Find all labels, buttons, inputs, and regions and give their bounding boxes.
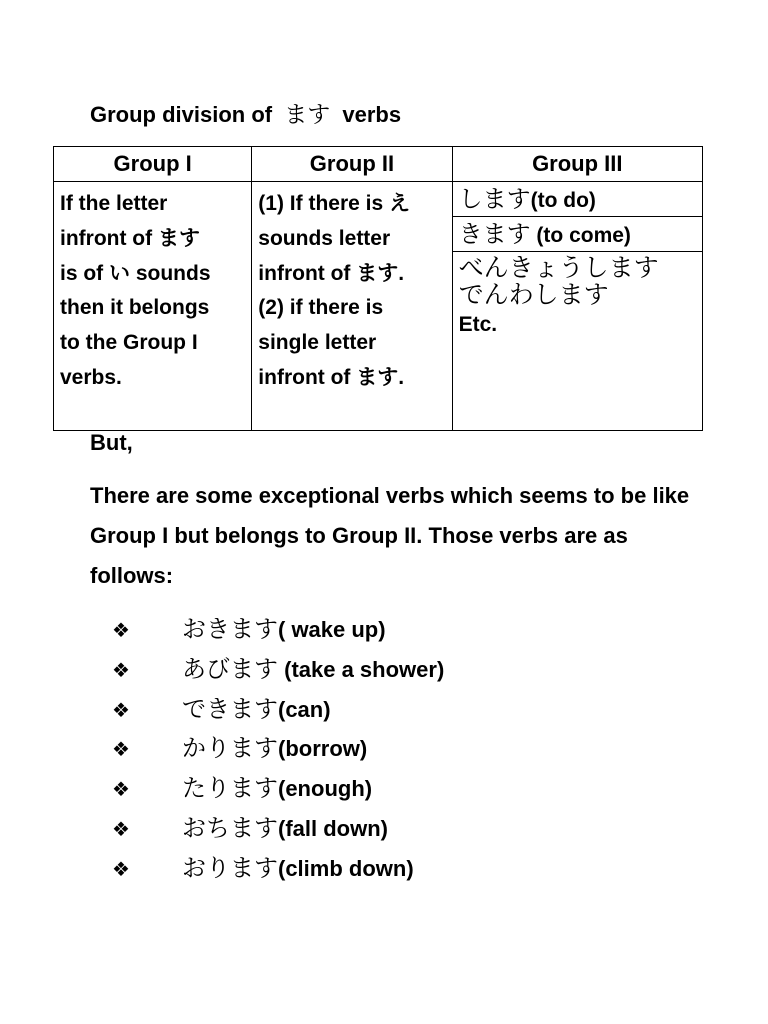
verb-meaning: (borrow) xyxy=(278,736,368,762)
exception-paragraph: There are some exceptional verbs which seems to be like Group I but belongs to Group II. Those verbs are as follows: xyxy=(90,483,690,588)
list-item xyxy=(112,690,444,730)
diamond-bullet-icon: ❖ xyxy=(112,618,130,642)
group-2-line: (2) if there is xyxy=(258,296,384,320)
group-3-etc: Etc. xyxy=(458,313,498,336)
group-2-rule-cell xyxy=(252,182,452,431)
list-item xyxy=(112,769,444,809)
group-1-line: then it belongs xyxy=(60,296,210,320)
group-3-cell xyxy=(452,182,702,431)
group-3-row-kimasu xyxy=(453,217,702,252)
group-1-line: If the letter xyxy=(60,192,168,215)
header-group-1: Group I xyxy=(54,147,252,182)
group-1-line: verbs. xyxy=(60,365,122,389)
verb-jp: おります xyxy=(182,853,278,882)
but-label: But, xyxy=(90,430,133,455)
diamond-bullet-icon: ❖ xyxy=(112,657,130,682)
diamond-bullet-icon: ❖ xyxy=(112,856,130,881)
verb-jp: かります xyxy=(182,734,278,763)
verb-meaning: (climb down) xyxy=(278,855,414,881)
group-1-line: to the Group I xyxy=(60,331,198,355)
group-2-line: infront of ます. xyxy=(258,365,405,389)
diamond-bullet-icon: ❖ xyxy=(112,816,130,841)
diamond-bullet-icon: ❖ xyxy=(112,777,130,802)
title-suffix: verbs xyxy=(342,102,402,127)
group-2-line: sounds letter xyxy=(258,226,391,250)
group-3-row-en: (to do) xyxy=(530,189,596,212)
verb-jp: できます xyxy=(182,694,278,723)
verb-jp: あびます xyxy=(182,654,278,683)
verb-meaning: (enough) xyxy=(278,776,373,802)
group-3-row-en: (to come) xyxy=(530,224,631,247)
verb-meaning: (can) xyxy=(278,696,331,722)
group-3-row-shimasu xyxy=(453,182,702,217)
group-2-line: infront of ます. xyxy=(258,261,405,285)
title-prefix: Group division of xyxy=(90,102,273,127)
diamond-bullet-icon: ❖ xyxy=(112,697,130,722)
group-3-row-jp: きます xyxy=(458,220,531,248)
group-3-jp-line: でんわします xyxy=(458,280,609,309)
group-1-line: infront of ます xyxy=(60,226,200,250)
list-item xyxy=(112,849,444,889)
list-item xyxy=(112,809,444,849)
group-2-line: (1) If there is え xyxy=(258,192,410,215)
verb-meaning: ( wake up) xyxy=(278,617,386,642)
header-group-3: Group III xyxy=(452,147,702,182)
verb-jp: たります xyxy=(182,774,278,803)
verb-meaning: (take a shower) xyxy=(278,656,445,682)
group-3-row-jp: します xyxy=(458,185,531,213)
group-1-rule-cell xyxy=(54,182,252,431)
table-header-row xyxy=(54,147,703,182)
header-group-2: Group II xyxy=(252,147,452,182)
list-item xyxy=(112,650,444,690)
list-item xyxy=(112,610,444,650)
table-body-row xyxy=(54,182,703,431)
verb-jp: おちます xyxy=(182,813,278,842)
verb-jp: おきます xyxy=(182,615,278,643)
exception-verb-list xyxy=(112,610,444,889)
group-division-table xyxy=(53,146,703,431)
group-3-other-verbs xyxy=(453,252,702,342)
group-1-line: is of い sounds xyxy=(60,261,211,285)
verb-meaning: (fall down) xyxy=(278,815,388,841)
group-2-line: single letter xyxy=(258,331,377,355)
diamond-bullet-icon: ❖ xyxy=(112,737,130,762)
title-jp-masu: ます xyxy=(284,102,331,128)
group-3-jp-line: べんきょうします xyxy=(458,253,659,282)
document-title xyxy=(90,96,401,129)
list-item xyxy=(112,729,444,769)
